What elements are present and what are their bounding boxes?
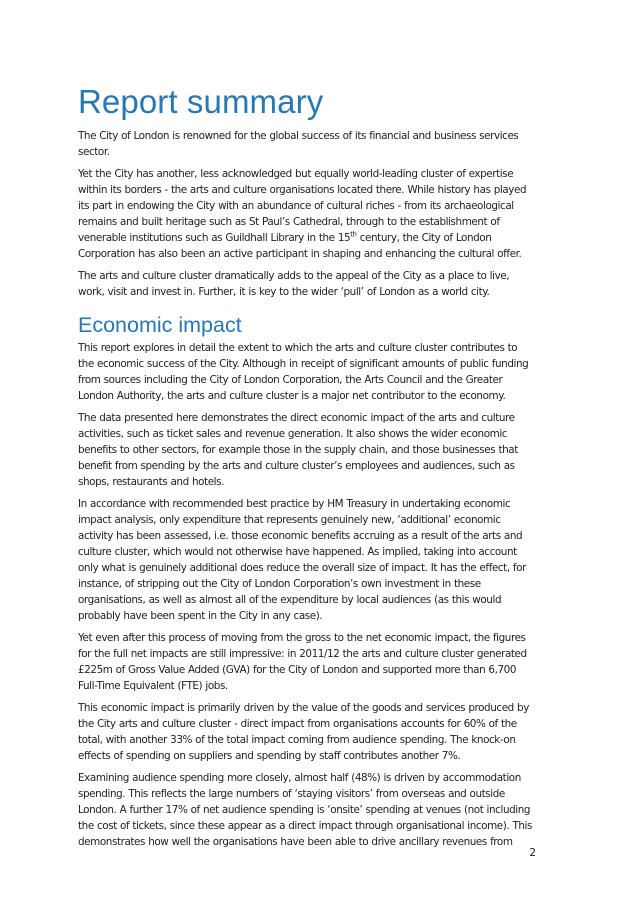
economic-impact-paragraph-4: Yet even after this process of moving from the gross to the net economic impact, the figures for the full net impacts are still impressive: in 2011/12 the arts and culture cluster generated £225m of Gross Value Added (GVA) for the City of London and supported more than 6,700 Full-Time Equivalent (FTE) jobs. — [78, 632, 527, 692]
economic-impact-paragraph-3: In accordance with recommended best practice by HM Treasury in undertaking economic impact analysis, only expenditure that represents genuinely new, ‘additional’ economic activity has been assessed, i.e. those economic benefits accruing as a result of the arts and culture cluster, which would not otherwise have happened. As implied, taking into account only what is genuinely additional does reduce the overall size of impact. It has the effect, for instance, of stripping out the City of London Corporation’s own investment in these organisations, as well as almost all of the expenditure by local audiences (as this would probably have been spent in the City in any case). — [78, 498, 526, 622]
economic-impact-paragraph-6: Examining audience spending more closely, almost half (48%) is driven by accommodation spending. This reflects the large numbers of ‘staying visitors’ from overseas and outside London. A further 17% of net audience spending is ‘onsite’ spending at venues (not including the cost of tickets, since these appear as a direct impact through organisational income). This demonstrates how well the organisations have been able to drive ancillary revenues from — [78, 772, 533, 848]
economic-impact-paragraph-5: This economic impact is primarily driven by the value of the goods and services produced by the City arts and culture cluster - direct impact from organisations accounts for 60% of the total, with another 33% of the total impact coming from audience spending. The knock-on effects of spending on suppliers and spending by staff contributes another 7%. — [78, 702, 529, 762]
economic-impact-paragraph-1: This report explores in detail the extent to which the arts and culture cluster contributes to the economic success of the City. Although in receipt of significant amounts of public funding from sources including the City of London Corporation, the Arts Council and the Greater London Authority, the arts and culture cluster is a major net contributor to the economy. — [78, 342, 529, 402]
page-number: 2 — [529, 847, 536, 859]
intro-paragraph-2 — [78, 166, 536, 262]
ordinal-suffix: th — [350, 230, 357, 239]
intro-paragraph-2-text-a: Yet the City has another, less acknowledged but equally world-leading cluster of expertise within its borders - the arts and culture organisations located there. While history has played its part in endowing the City with an abundance of cultural riches - from its archaeological remains and built heritage such as St Paul’s Cathedral, through to the establishment of venerable institutions such as Guildhall Library in the 15 — [78, 168, 527, 244]
intro-paragraph-2-text-b: century, the City of London Corporation has also been an active participant in shaping and enhancing the cultural offer. — [78, 232, 522, 260]
intro-paragraph-1: The City of London is renowned for the global success of its financial and business services sector. — [78, 130, 519, 158]
economic-impact-paragraph-2: The data presented here demonstrates the direct economic impact of the arts and culture activities, such as ticket sales and revenue generation. It also shows the wider economic benefits to other sectors, for example those in the supply chain, and those businesses that benefit from spending by the arts and culture cluster’s employees and audiences, such as shops, restaurants and hotels. — [78, 412, 518, 488]
page-content — [78, 81, 536, 856]
section-heading-economic-impact: Economic impact — [78, 313, 242, 337]
intro-paragraph-3: The arts and culture cluster dramatically adds to the appeal of the City as a place to live, work, visit and invest in. Further, it is key to the wider ‘pull’ of London as a world city. — [78, 270, 510, 298]
page-title: Report summary — [78, 83, 324, 120]
